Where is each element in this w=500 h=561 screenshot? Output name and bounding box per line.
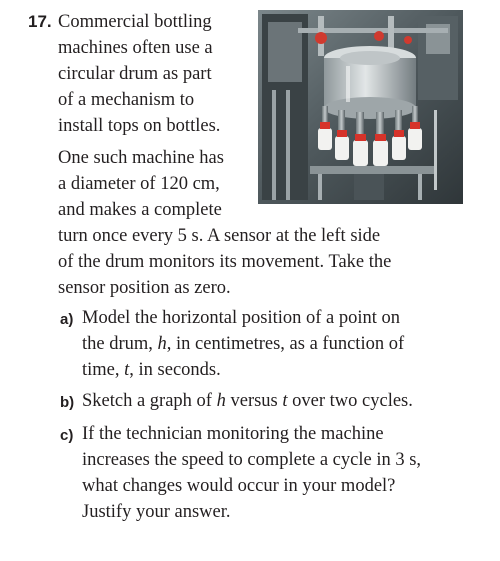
part-a-line-1: Model the horizontal position of a point on [82,308,401,328]
para2-line-4: turn once every 5 s. A sensor at the left side [58,226,381,246]
para2-line-5: of the drum monitors its movement. Take the [58,252,392,272]
part-a-label: a) [60,311,74,328]
part-b-label: b) [60,394,75,411]
part-b-line-1: Sketch a graph of h versus t over two cycles. [82,391,413,411]
variable-t: t [124,360,130,380]
intro-line-3: circular drum as part [58,64,212,84]
intro-line-4: of a mechanism to [58,90,195,110]
intro-line-5: install tops on bottles. [58,116,221,136]
intro-line-2: machines often use a [58,38,213,58]
part-a-line-2: the drum, h, in centimetres, as a function of [82,334,405,354]
para2-line-3: and makes a complete [58,200,222,220]
part-c-line-1: If the technician monitoring the machine [82,424,384,444]
question-number: 17. [28,12,52,31]
part-c-label: c) [60,427,74,444]
bottling-machine-photo [258,10,463,204]
para2-line-1: One such machine has [58,148,224,168]
part-c-line-3: what changes would occur in your model? [82,476,396,496]
part-a-line-3: time, t, in seconds. [82,360,221,380]
para2-line-2: a diameter of 120 cm, [58,174,220,194]
part-c-line-4: Justify your answer. [82,502,231,522]
variable-t: t [282,391,288,411]
intro-line-1: Commercial bottling [58,12,212,32]
para2-line-6: sensor position as zero. [58,278,231,298]
variable-h: h [216,391,226,411]
bottling-machine-illustration [258,10,463,204]
variable-h: h [157,334,167,354]
part-c-line-2: increases the speed to complete a cycle in 3 s, [82,450,422,470]
